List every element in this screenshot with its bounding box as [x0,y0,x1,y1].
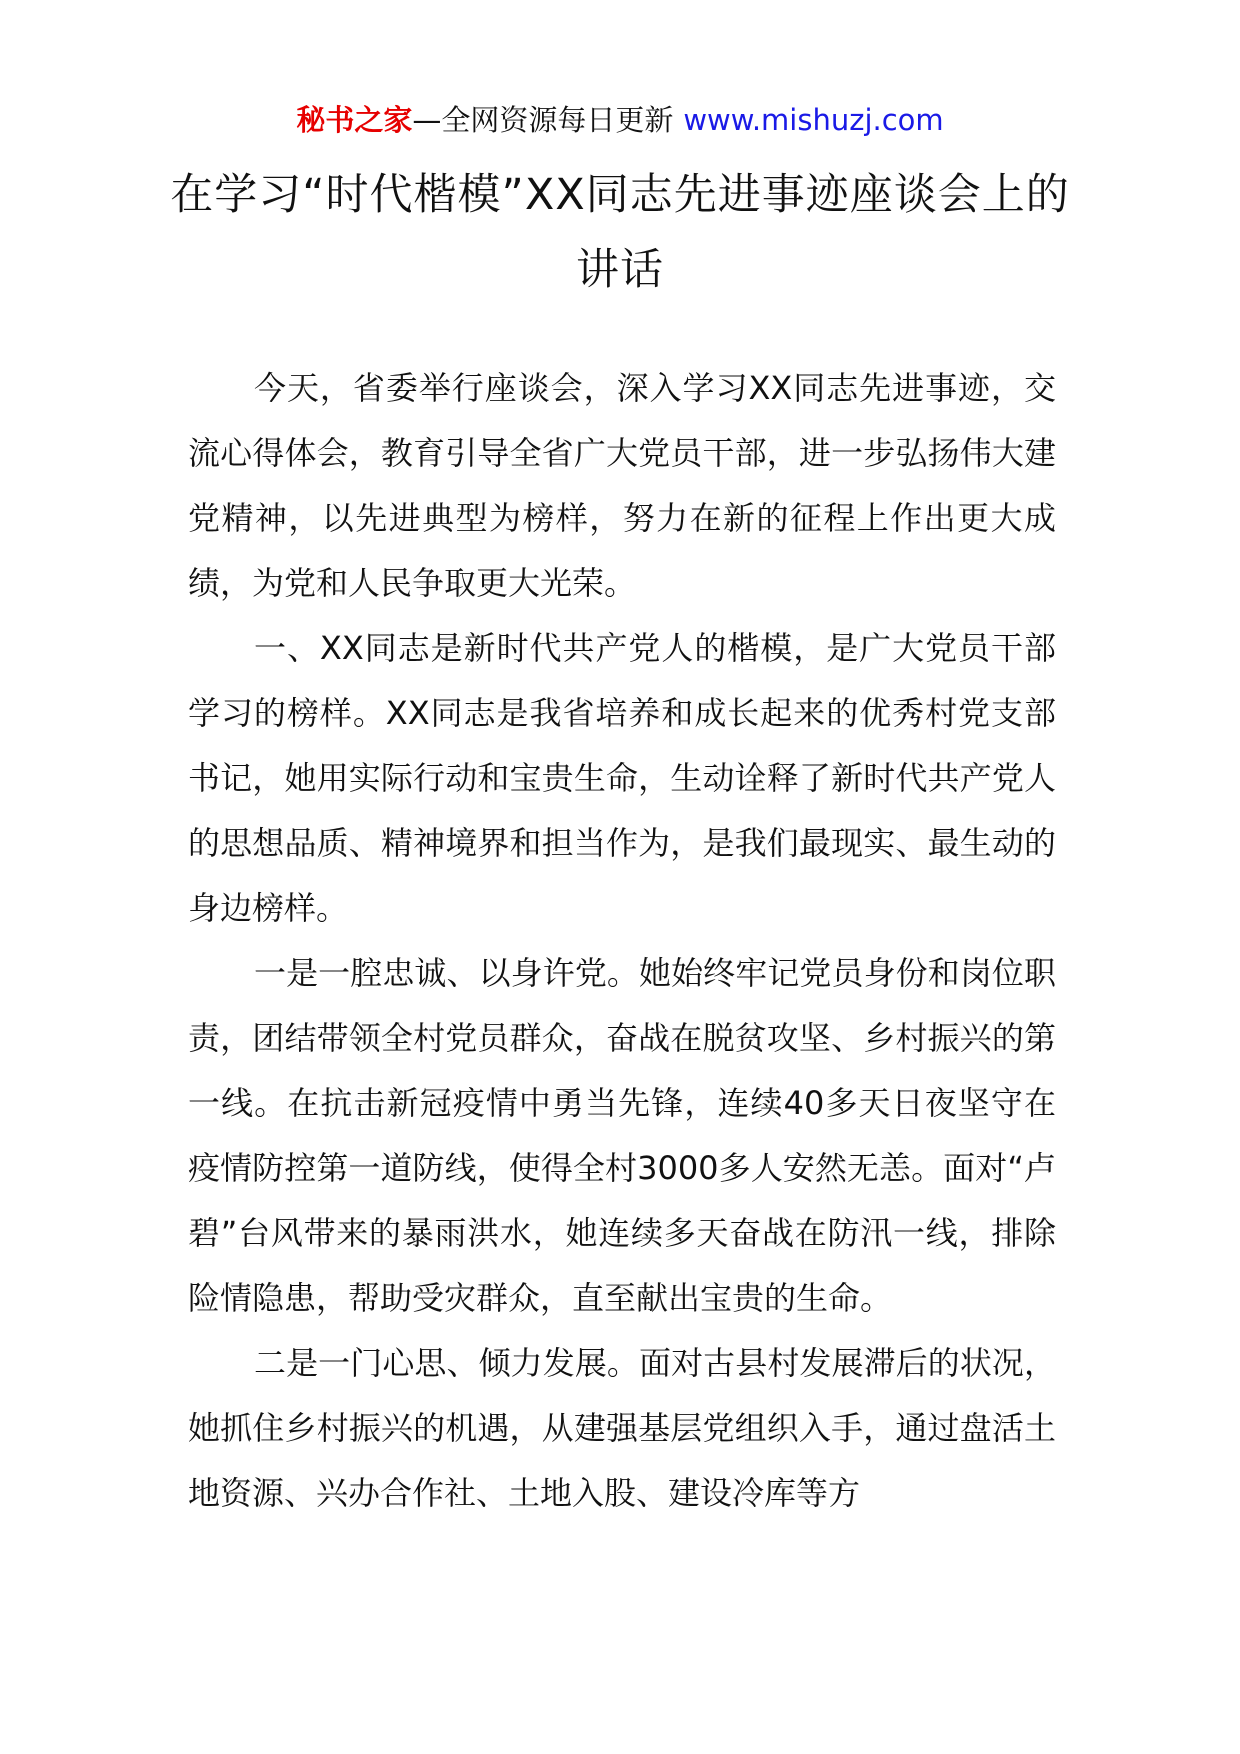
paragraph: 一是一腔忠诚、以身许党。她始终牢记党员身份和岗位职责，团结带领全村党员群众，奋战在脱贫攻坚、乡村振兴的第一线。在抗击新冠疫情中勇当先锋，连续40多天日夜坚守在疫情防控第一道防线，使得全村3000多人安然无恙。面对“卢碧”台风带来的暴雨洪水，她连续多天奋战在防汛一线，排除险情隐患，帮助受灾群众，直至献出宝贵的生命。 [188,954,1056,1317]
document-title: 在学习“时代楷模”XX同志先进事迹座谈会上的讲话 [170,170,1070,295]
site-header [0,100,1240,140]
document-body [188,356,1056,1526]
paragraph: 二是一门心思、倾力发展。面对古县村发展滞后的状况，她抓住乡村振兴的机遇，从建强基层党组织入手，通过盘活土地资源、兴办合作社、土地入股、建设冷库等方 [188,1344,1056,1512]
site-url-link[interactable]: www.mishuzj.com [683,103,944,137]
brand-name: 秘书之家 [296,103,413,137]
paragraph: 今天，省委举行座谈会，深入学习XX同志先进事迹，交流心得体会，教育引导全省广大党员干部，进一步弘扬伟大建党精神，以先进典型为榜样，努力在新的征程上作出更大成绩，为党和人民争取更大光荣。 [188,369,1056,602]
paragraph: 一、XX同志是新时代共产党人的楷模，是广大党员干部学习的榜样。XX同志是我省培养和成长起来的优秀村党支部书记，她用实际行动和宝贵生命，生动诠释了新时代共产党人的思想品质、精神境界和担当作为，是我们最现实、最生动的身边榜样。 [188,629,1056,927]
header-tagline: —全网资源每日更新 [412,103,674,137]
